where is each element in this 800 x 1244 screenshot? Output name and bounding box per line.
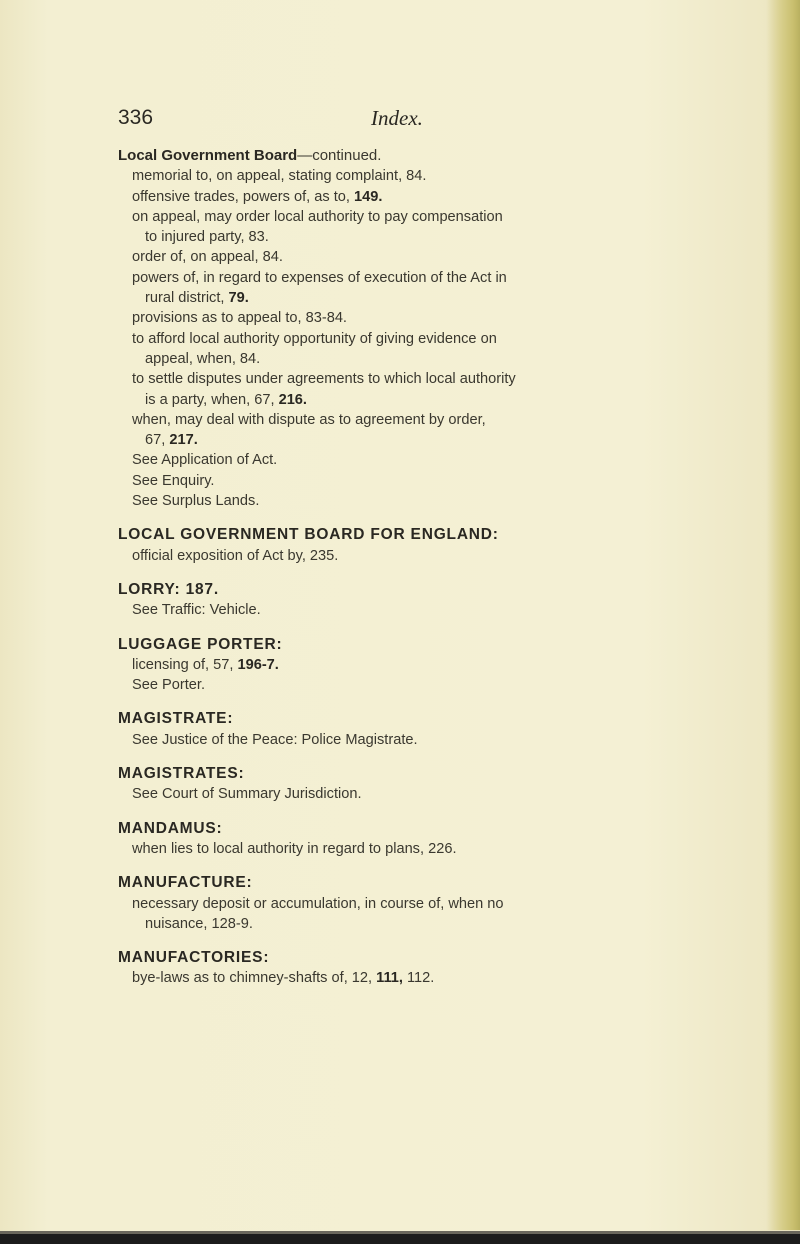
- index-line: [118, 730, 718, 750]
- entry-heading-local-government-board: [118, 146, 718, 166]
- index-line: [118, 968, 718, 988]
- line-text: is a party, when, 67,: [145, 391, 279, 408]
- index-content: [118, 146, 718, 989]
- line-text: on appeal, may order local authority to pay compensation: [132, 208, 503, 225]
- index-line: [118, 450, 718, 470]
- entry-gap: [118, 695, 718, 709]
- line-text: provisions as to appeal to, 83-84.: [132, 310, 347, 327]
- entry-heading: [118, 635, 718, 655]
- page-reference: 149.: [354, 188, 383, 205]
- page-reference: 187.: [185, 580, 219, 598]
- index-line: [118, 894, 718, 914]
- line-text: See Enquiry.: [132, 472, 215, 489]
- line-text: See Application of Act.: [132, 452, 278, 469]
- index-line: [118, 166, 718, 186]
- heading-text: MAGISTRATE:: [118, 710, 234, 728]
- index-line: [118, 308, 718, 328]
- index-line: [118, 410, 718, 430]
- line-text: See Traffic: Vehicle.: [132, 602, 261, 619]
- heading-text: MANDAMUS:: [118, 819, 223, 837]
- index-line: [118, 784, 718, 804]
- entry-gap: [118, 566, 718, 580]
- index-line: [118, 600, 718, 620]
- entry-heading: [118, 873, 718, 893]
- index-entries: [118, 511, 718, 988]
- entry-heading: [118, 709, 718, 729]
- line-text: memorial to, on appeal, stating complaint, 84.: [132, 168, 427, 185]
- index-line: [118, 430, 718, 450]
- line-text: bye-laws as to chimney-shafts of, 12,: [132, 970, 377, 987]
- running-head: Index.: [371, 106, 423, 130]
- heading-text: MANUFACTURE:: [118, 874, 253, 892]
- index-line: [118, 247, 718, 267]
- index-line: [118, 369, 718, 389]
- entry-gap: [118, 750, 718, 764]
- line-text: See Court of Summary Jurisdiction.: [132, 786, 362, 803]
- entry-lines: [118, 166, 718, 511]
- entry-heading: [118, 580, 718, 600]
- index-line: [118, 655, 718, 675]
- line-text: when, may deal with dispute as to agreement by order,: [132, 411, 486, 428]
- line-text-after: 112.: [402, 970, 435, 987]
- line-text: licensing of, 57,: [132, 656, 238, 673]
- index-line: [118, 546, 718, 566]
- index-line: [118, 187, 718, 207]
- page-reference: 79.: [228, 290, 249, 307]
- index-line: [118, 390, 718, 410]
- headword: Local Government Board: [118, 147, 298, 164]
- page-edge-shadow: [766, 0, 800, 1230]
- index-line: [118, 329, 718, 349]
- line-text: See Surplus Lands.: [132, 493, 260, 510]
- entry-gap: [118, 621, 718, 635]
- continued-label: —continued.: [297, 147, 382, 164]
- entry-heading: [118, 525, 718, 545]
- line-text: necessary deposit or accumulation, in course of, when no: [132, 895, 504, 912]
- line-text: appeal, when, 84.: [145, 350, 261, 367]
- entry-gap: [118, 805, 718, 819]
- line-text: offensive trades, powers of, as to,: [132, 188, 354, 205]
- index-line: [118, 288, 718, 308]
- line-text: to afford local authority opportunity of giving evidence on: [132, 330, 497, 347]
- heading-text: MANUFACTORIES:: [118, 949, 270, 967]
- index-line: [118, 914, 718, 934]
- scan-bottom-edge: [0, 1234, 800, 1244]
- index-line: [118, 839, 718, 859]
- entry-heading: [118, 948, 718, 968]
- entry-heading: [118, 764, 718, 784]
- entry-gap: [118, 934, 718, 948]
- heading-text: LORRY:: [118, 580, 186, 598]
- line-text: to settle disputes under agreements to which local authority: [132, 371, 516, 388]
- index-line: [118, 491, 718, 511]
- page-reference: 111,: [376, 970, 403, 987]
- line-text: order of, on appeal, 84.: [132, 249, 283, 266]
- line-text: nuisance, 128-9.: [145, 915, 253, 932]
- page-reference: 216.: [278, 391, 307, 408]
- page-header: [118, 106, 678, 136]
- line-text: 67,: [145, 432, 170, 449]
- entry-heading: [118, 819, 718, 839]
- line-text: official exposition of Act by, 235.: [132, 547, 339, 564]
- heading-text: LOCAL GOVERNMENT BOARD FOR ENGLAND:: [118, 526, 499, 544]
- heading-text: LUGGAGE PORTER:: [118, 635, 283, 653]
- index-line: [118, 349, 718, 369]
- entry-gap: [118, 511, 718, 525]
- page-reference: 217.: [169, 432, 198, 449]
- line-text: when lies to local authority in regard to plans, 226.: [132, 840, 457, 857]
- heading-text: MAGISTRATES:: [118, 765, 245, 783]
- page-reference: 196-7.: [237, 656, 279, 673]
- line-text: to injured party, 83.: [145, 229, 269, 246]
- entry-gap: [118, 859, 718, 873]
- index-line: [118, 227, 718, 247]
- index-line: [118, 207, 718, 227]
- index-line: [118, 268, 718, 288]
- index-line: [118, 675, 718, 695]
- line-text: rural district,: [145, 290, 229, 307]
- line-text: See Justice of the Peace: Police Magistrate.: [132, 731, 418, 748]
- page-number: 336: [118, 106, 154, 129]
- index-line: [118, 471, 718, 491]
- line-text: See Porter.: [132, 677, 206, 694]
- line-text: powers of, in regard to expenses of execution of the Act in: [132, 269, 507, 286]
